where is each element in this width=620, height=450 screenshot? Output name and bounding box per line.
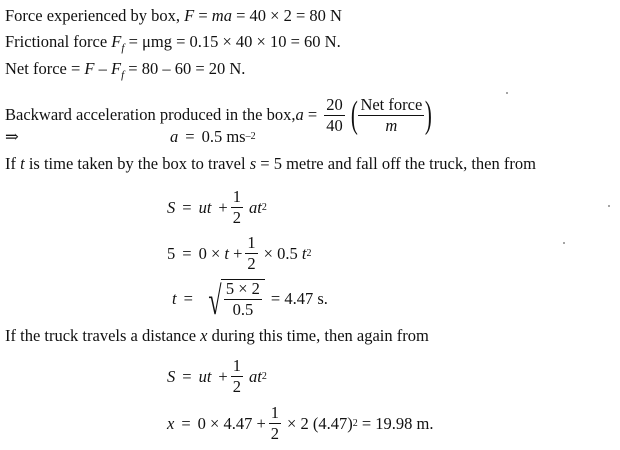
text: × 2 (4.47) [287,413,353,433]
var-s: s [249,154,257,173]
var-t: t [20,154,25,173]
text: + [228,243,243,263]
numerator: 1 [232,187,241,206]
exponent: 2 [261,201,267,213]
text: × 0.5 [263,243,302,263]
var-t: t [172,289,177,308]
text: = [182,366,192,386]
text: = [303,105,322,124]
implies-arrow-icon: ⇒ [5,127,19,146]
text: 0 × [198,243,225,263]
right-paren: ) [425,94,433,136]
var-t: t [224,243,229,263]
text: If the truck travels a distance [5,326,201,345]
exponent: 2 [306,247,312,259]
text: 0.5 ms [201,127,246,146]
text: 5 [167,243,176,263]
text: Frictional force [5,32,112,51]
exponent: 2 [352,417,358,429]
fraction-half [231,188,243,227]
subscript-f: f [121,42,125,54]
denominator: 0.5 [232,300,254,319]
subscript-f: f [121,69,125,81]
fraction-10-over-0-5 [224,280,262,319]
text: Net force = [5,59,85,78]
text: during this time, then again from [207,326,429,345]
text: – [94,59,111,78]
numerator: Net force [360,94,423,114]
denominator: m [385,115,398,135]
text: is time taken by the box to travel [24,154,250,173]
radical-sign-icon: √ [208,278,222,323]
denominator: 40 [326,115,343,135]
var-ut: ut [198,197,212,217]
fraction-half [245,234,257,273]
time-intro-line [5,154,536,174]
exponent: 2 [261,370,267,382]
numerator: 1 [247,233,256,252]
text: = [181,413,191,433]
fraction-20-40 [324,96,345,135]
denominator: 2 [270,424,280,443]
scan-speck [563,242,565,244]
numerator: 20 [326,94,343,114]
var-F: F [184,6,195,25]
var-ut: ut [198,366,212,386]
exponent: –2 [245,131,256,142]
kinematics-equation-2 [167,234,311,273]
var-a: a [170,127,179,146]
acceleration-result [170,127,256,147]
text: = 4.47 s. [270,289,328,308]
text: = [194,6,212,25]
var-S: S [167,197,176,217]
text: = 40 × 2 = 80 N [231,6,342,25]
text: = [182,197,192,217]
text: = [183,289,193,308]
distance-result-equation [167,404,433,443]
var-F: F [84,59,95,78]
var-x: x [200,326,208,345]
text: = 80 – 60 = 20 N. [124,59,246,78]
text: + [218,197,228,217]
square-root [204,278,265,323]
var-a: a [295,105,304,124]
var-F: F [110,59,122,78]
truck-distance-line [5,326,429,346]
numerator: 1 [232,356,241,375]
var-t: t [301,243,307,263]
denominator: 2 [247,254,256,273]
denominator: 2 [232,208,241,227]
var-x: x [167,413,175,433]
fraction-netforce-m [358,96,424,135]
time-result-equation [172,278,328,323]
numerator: 1 [270,403,280,422]
var-F: F [111,32,122,51]
kinematics-equation-1 [167,188,267,227]
kinematics-equation-3 [167,357,267,396]
friction-line [5,32,341,58]
var-ma: ma [211,6,232,25]
radicand [221,279,265,319]
text: = μmg = 0.15 × 40 × 10 = 60 N. [124,32,341,51]
text: + [218,366,228,386]
text: 0 × 4.47 + [197,413,266,433]
var-at: at [248,197,262,217]
text: = [185,127,195,146]
scan-speck [608,205,610,207]
var-S: S [167,366,176,386]
denominator: 2 [232,377,241,396]
text: = 5 metre and fall off the truck, then from [256,154,536,173]
net-force-line [5,59,245,85]
text: = 19.98 m. [357,413,434,433]
force-line [5,6,342,26]
scan-speck [506,92,508,94]
text: If [5,154,21,173]
left-paren: ( [350,94,358,136]
text: Backward acceleration produced in the box, [5,105,296,124]
text: = [182,243,192,263]
var-at: at [248,366,262,386]
text: Force experienced by box, [5,6,185,25]
fraction-half [231,357,243,396]
numerator: 5 × 2 [225,279,260,298]
fraction-half [269,404,281,443]
